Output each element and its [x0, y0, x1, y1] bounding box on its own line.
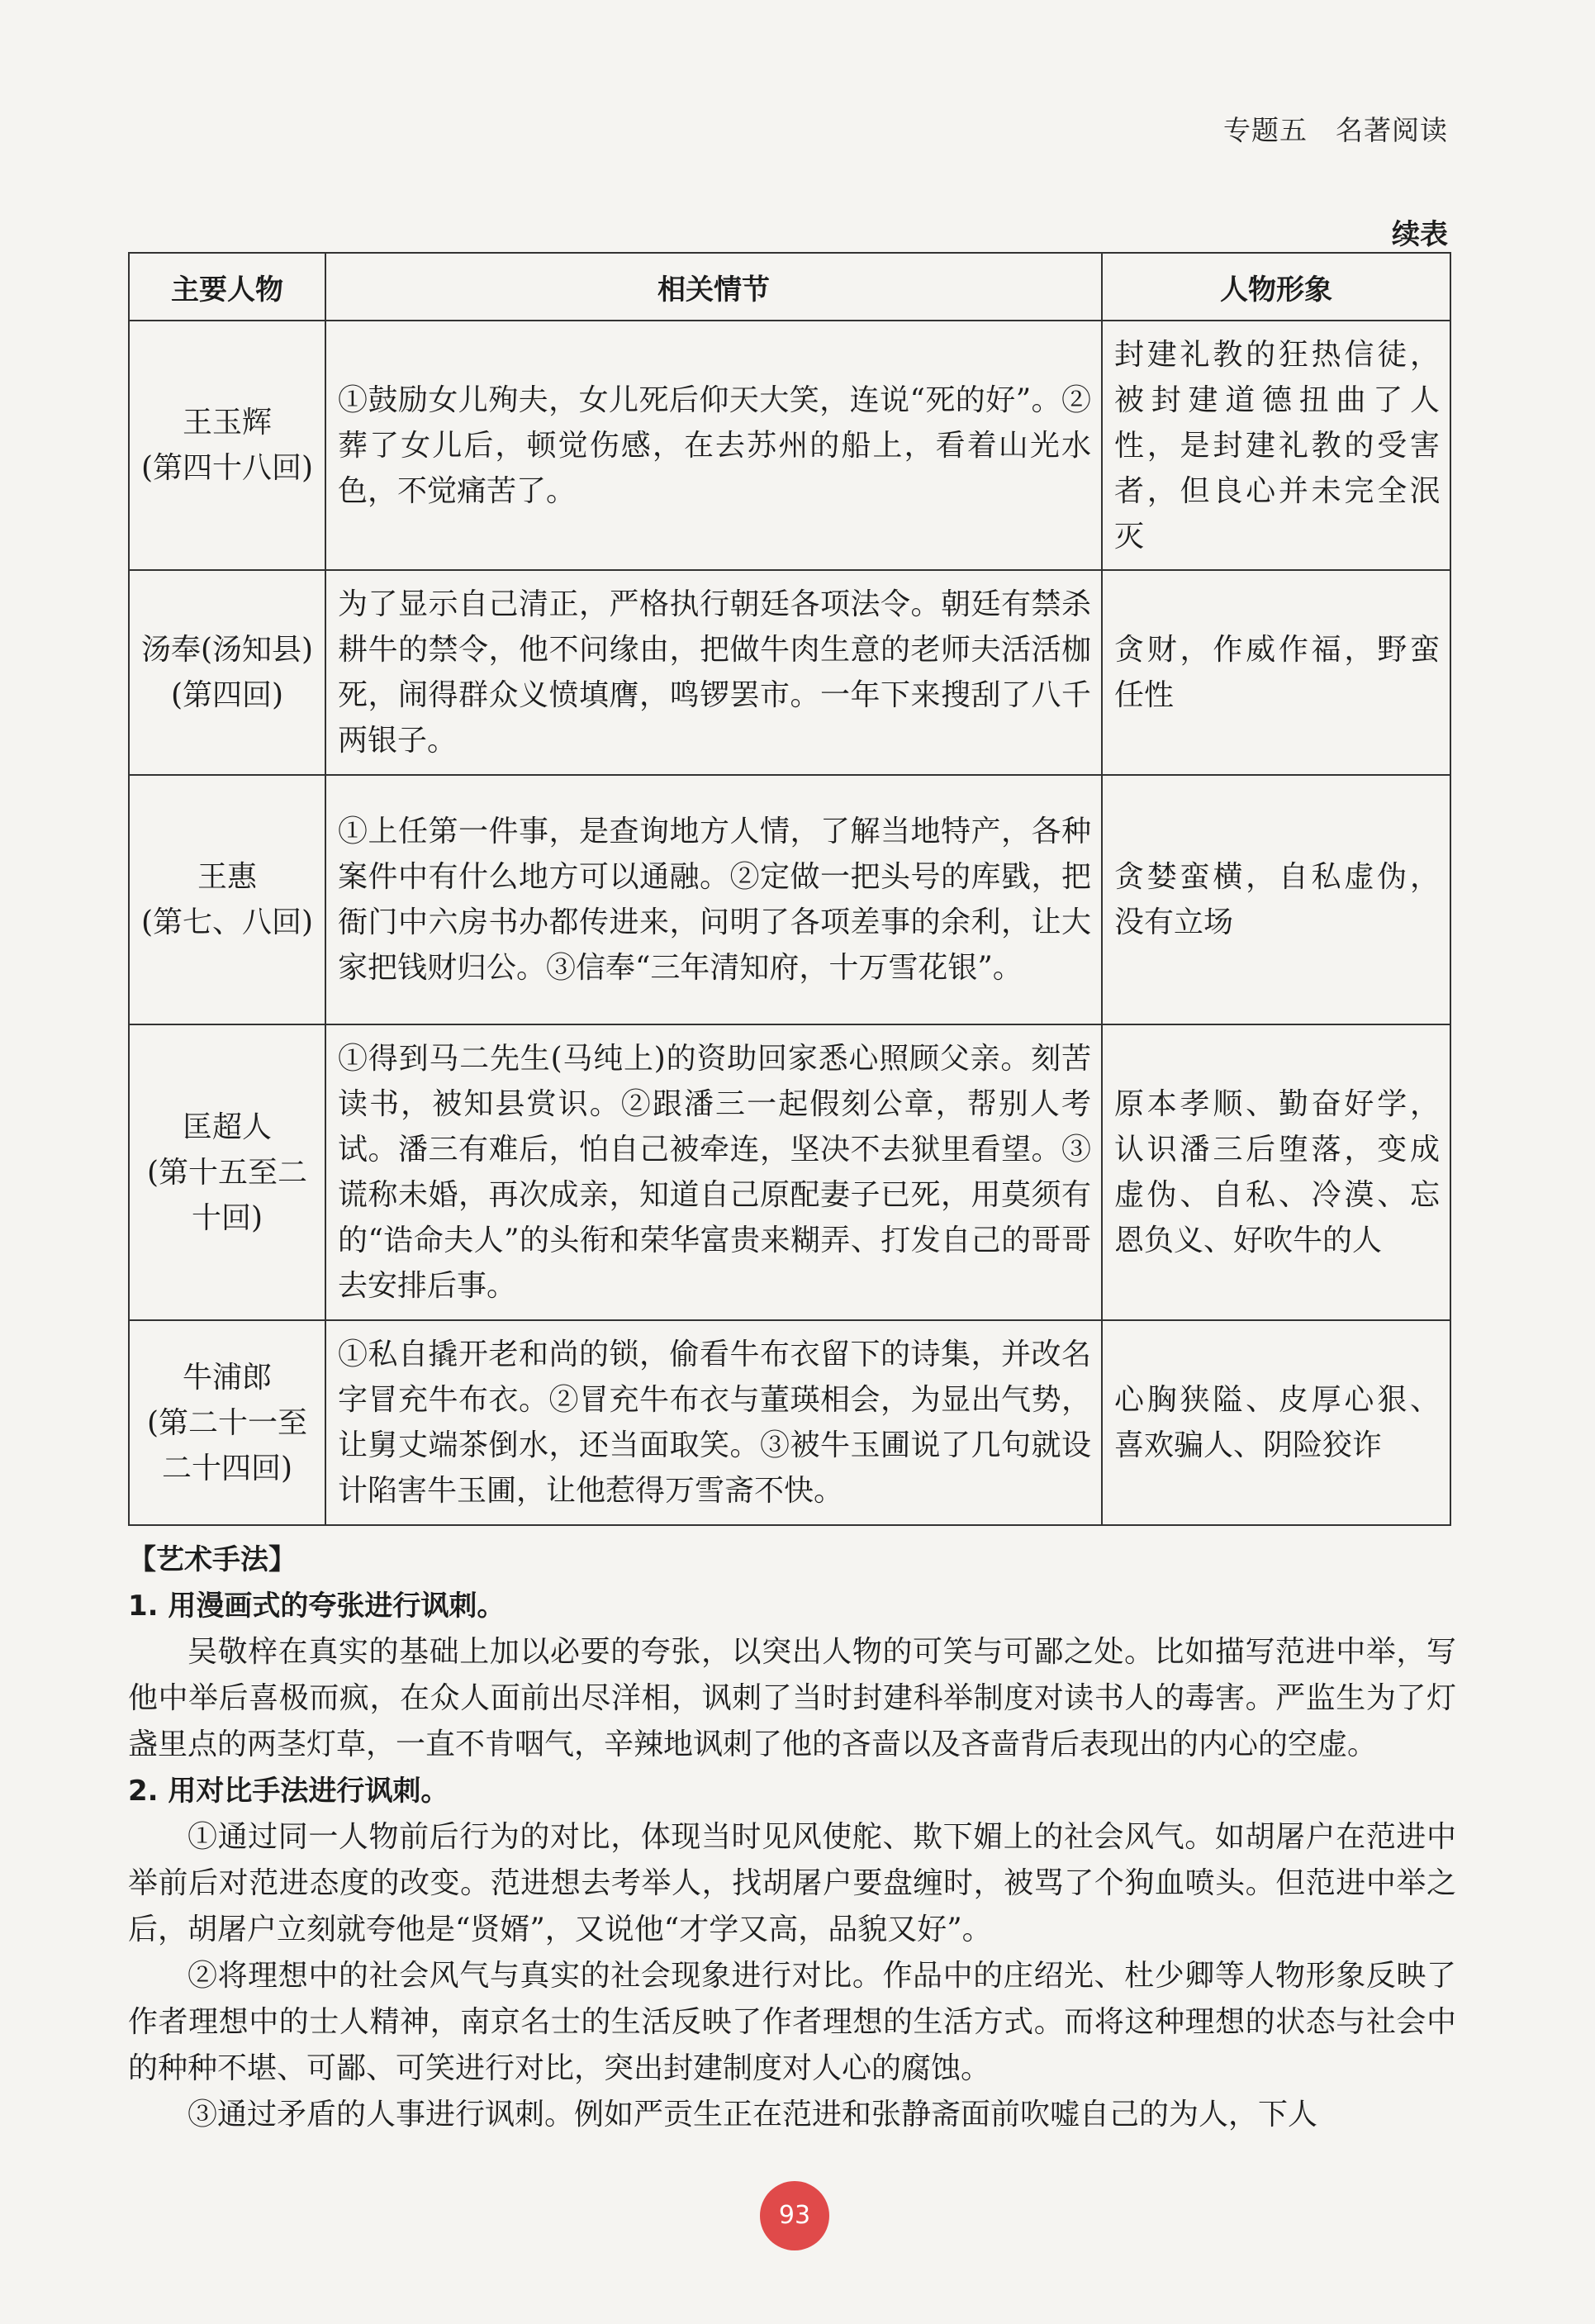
character-name-cell: [129, 1024, 325, 1320]
character-name: 王惠: [197, 860, 257, 894]
technique-heading-2: 2. 用对比手法进行讽刺。: [128, 1775, 449, 1808]
table-row: [129, 1320, 1450, 1525]
column-header-plot: 相关情节: [325, 253, 1102, 321]
character-image-cell: 原本孝顺、勤奋好学，认识潘三后堕落，变成虚伪、自私、冷漠、忘恩负义、好吹牛的人: [1102, 1024, 1450, 1320]
column-header-character: 主要人物: [129, 253, 325, 321]
column-header-image: 人物形象: [1102, 253, 1450, 321]
page-header: [1223, 109, 1448, 148]
character-image-cell: 贪婪蛮横，自私虚伪，没有立场: [1102, 775, 1450, 1024]
table-row: [129, 321, 1450, 570]
character-chapter: (第十五至二十回): [146, 1155, 308, 1235]
character-image-cell: 贪财，作威作福，野蛮任性: [1102, 570, 1450, 775]
page-number-badge: 93: [760, 2181, 829, 2250]
character-name: 汤奉(汤知县): [140, 633, 314, 667]
character-image-cell: 心胸狭隘、皮厚心狠、喜欢骗人、阴险狡诈: [1102, 1320, 1450, 1525]
paragraph: ②将理想中的社会风气与真实的社会现象进行对比。作品中的庄绍光、杜少卿等人物形象反映了作者理想中的士人精神，南京名士的生活反映了作者理想的生活方式。而将这种理想的状态与社会中的种种不堪、可鄙、可笑进行对比，突出封建制度对人心的腐蚀。: [128, 1959, 1456, 2085]
character-chapter: (第七、八回): [140, 905, 314, 939]
paragraph: 吴敬梓在真实的基础上加以必要的夸张，以突出人物的可笑与可鄙之处。比如描写范进中举，写他中举后喜极而疯，在众人面前出尽洋相，讽刺了当时封建科举制度对读书人的毒害。严监生为了灯盏里点的两茎灯草，一直不肯咽气，辛辣地讽刺了他的吝啬以及吝啬背后表现出的内心的空虚。: [128, 1635, 1456, 1761]
character-chapter: (第二十一至二十四回): [146, 1405, 308, 1485]
paragraph: ③通过矛盾的人事进行讽刺。例如严贡生正在范进和张静斋面前吹嘘自己的为人，下人: [188, 2098, 1318, 2132]
character-chapter: (第四回): [170, 678, 284, 712]
table-row: [129, 570, 1450, 775]
table-continued-label: 续表: [1392, 218, 1448, 251]
character-name: 王玉辉: [182, 406, 272, 440]
character-name: 牛浦郎: [182, 1360, 272, 1395]
section-heading: 【艺术手法】: [128, 1543, 297, 1576]
character-name-cell: [129, 570, 325, 775]
technique-heading-1: 1. 用漫画式的夸张进行讽刺。: [128, 1590, 506, 1623]
plot-cell: 为了显示自己清正，严格执行朝廷各项法令。朝廷有禁杀耕牛的禁令，他不问缘由，把做牛肉生意的老师夫活活枷死，闹得群众义愤填膺，鸣锣罢市。一年下来搜刮了八千两银子。: [325, 570, 1102, 775]
character-image-cell: 封建礼教的狂热信徒，被封建道德扭曲了人性，是封建礼教的受害者，但良心并未完全泯灭: [1102, 321, 1450, 570]
character-name: 匡超人: [182, 1110, 272, 1144]
character-name-cell: [129, 321, 325, 570]
plot-cell: ①上任第一件事，是查询地方人情，了解当地特产，各种案件中有什么地方可以通融。②定做一把头号的库戥，把衙门中六房书办都传进来，问明了各项差事的余利，让大家把钱财归公。③信奉“三年清知府，十万雪花银”。: [325, 775, 1102, 1024]
plot-cell: ①鼓励女儿殉夫，女儿死后仰天大笑，连说“死的好”。②葬了女儿后，顿觉伤感，在去苏州的船上，看着山光水色，不觉痛苦了。: [325, 321, 1102, 570]
table-row: [129, 775, 1450, 1024]
header-topic: 专题五: [1223, 114, 1308, 146]
table-row: [129, 1024, 1450, 1320]
plot-cell: ①私自撬开老和尚的锁，偷看牛布衣留下的诗集，并改名字冒充牛布衣。②冒充牛布衣与董瑛相会，为显出气势，让舅丈端茶倒水，还当面取笑。③被牛玉圃说了几句就设计陷害牛玉圃，让他惹得万雪斋不快。: [325, 1320, 1102, 1525]
table-header-row: [129, 253, 1450, 321]
art-techniques-section: [128, 1537, 1456, 2138]
character-chapter: (第四十八回): [140, 451, 314, 485]
character-name-cell: [129, 775, 325, 1024]
header-title: 名著阅读: [1336, 114, 1448, 146]
plot-cell: ①得到马二先生(马纯上)的资助回家悉心照顾父亲。刻苦读书，被知县赏识。②跟潘三一起假刻公章，帮别人考试。潘三有难后，怕自己被牵连，坚决不去狱里看望。③谎称未婚，再次成亲，知道自己原配妻子已死，用莫须有的“诰命夫人”的头衔和荣华富贵来糊弄、打发自己的哥哥去安排后事。: [325, 1024, 1102, 1320]
character-table: [128, 252, 1451, 1526]
character-name-cell: [129, 1320, 325, 1525]
paragraph: ①通过同一人物前后行为的对比，体现当时见风使舵、欺下媚上的社会风气。如胡屠户在范进中举前后对范进态度的改变。范进想去考举人，找胡屠户要盘缠时，被骂了个狗血喷头。但范进中举之后，胡屠户立刻就夸他是“贤婿”，又说他“才学又高，品貌又好”。: [128, 1820, 1456, 1946]
